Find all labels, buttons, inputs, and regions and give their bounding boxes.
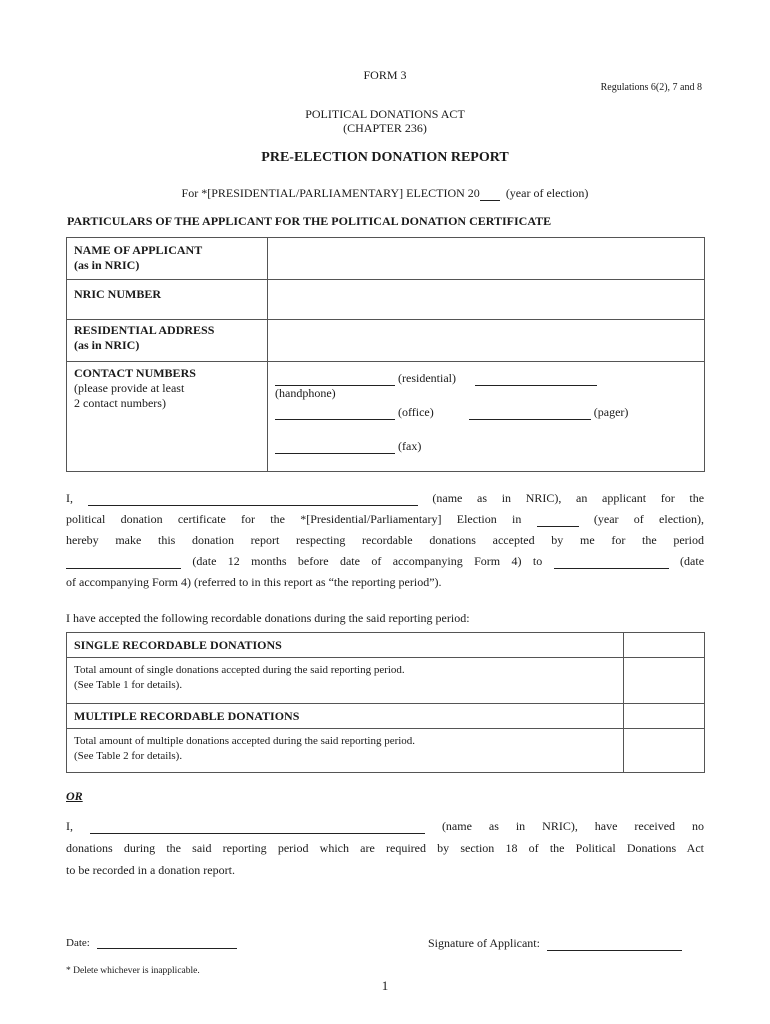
decl-line3: hereby make this donation report respecting recordable donations accepted by me for the period — [66, 533, 704, 547]
declaration-paragraph — [66, 491, 704, 596]
signature-field[interactable] — [547, 950, 682, 951]
handphone-field[interactable] — [475, 385, 597, 386]
name-sub-label: (as in NRIC) — [74, 258, 140, 272]
office-field[interactable] — [275, 419, 395, 420]
single-donations-note: (See Table 1 for details). — [74, 679, 183, 691]
multiple-donations-heading: MULTIPLE RECORDABLE DONATIONS — [74, 709, 300, 723]
signature-row — [428, 936, 682, 951]
decl-line1-start: I, — [66, 491, 73, 505]
signature-label: Signature of Applicant: — [428, 936, 540, 950]
election-line — [0, 186, 770, 201]
act-name: POLITICAL DONATIONS ACT — [305, 107, 465, 121]
fax-label: (fax) — [398, 439, 422, 453]
date-field[interactable] — [97, 948, 237, 949]
address-sub-label: (as in NRIC) — [74, 338, 140, 352]
alt-line1-end: (name as in NRIC), have received no — [441, 819, 705, 833]
decl-line5: of accompanying Form 4) (referred to in this report as “the reporting period”). — [66, 575, 442, 589]
decl-line4-mid: (date 12 months before date of accompanying Form 4) to — [192, 554, 543, 568]
single-donations-heading: SINGLE RECORDABLE DONATIONS — [74, 638, 282, 652]
single-donations-amount-field[interactable] — [624, 658, 705, 704]
contact-label: CONTACT NUMBERS — [74, 366, 196, 380]
office-label: (office) — [398, 405, 434, 419]
decl-period-end-field[interactable] — [554, 568, 669, 569]
alt-line3: to be recorded in a donation report. — [66, 863, 235, 877]
alt-line2: donations during the said reporting period which are required by section 18 of the Political Donations Act — [66, 841, 704, 855]
pager-label: (pager) — [593, 405, 629, 419]
date-row — [66, 937, 237, 949]
decl-line1-end: (name as in NRIC), an applicant for the — [432, 491, 705, 505]
footnote: * Delete whichever is inapplicable. — [66, 966, 200, 976]
donations-table — [66, 632, 705, 773]
election-prefix: For *[PRESIDENTIAL/PARLIAMENTARY] ELECTION 20 — [181, 186, 480, 200]
election-suffix: (year of election) — [505, 186, 589, 200]
name-field[interactable] — [268, 238, 705, 280]
name-label: NAME OF APPLICANT — [74, 243, 203, 257]
election-year-field[interactable] — [480, 200, 500, 201]
multiple-donations-note: (See Table 2 for details). — [74, 750, 183, 762]
residential-label: (residential) — [398, 371, 456, 385]
contact-sub-label-1: (please provide at least — [74, 381, 185, 395]
act-chapter: (CHAPTER 236) — [343, 121, 427, 135]
contact-numbers-cell — [268, 362, 705, 472]
decl-line4-end: (date — [680, 554, 705, 568]
multiple-heading-blank — [624, 704, 705, 729]
date-label: Date: — [66, 937, 90, 949]
decl-name-field[interactable] — [88, 505, 418, 506]
nric-label: NRIC NUMBER — [74, 287, 161, 301]
decl-year-field[interactable] — [537, 526, 579, 527]
page-title: PRE-ELECTION DONATION REPORT — [261, 150, 509, 165]
address-label: RESIDENTIAL ADDRESS — [74, 323, 215, 337]
handphone-label: (handphone) — [275, 386, 336, 400]
particulars-heading: PARTICULARS OF THE APPLICANT FOR THE POLITICAL DONATION CERTIFICATE — [67, 214, 552, 228]
single-donations-text: Total amount of single donations accepted during the said reporting period. — [74, 664, 405, 676]
particulars-table — [66, 237, 705, 472]
or-separator: OR — [66, 789, 83, 803]
pager-field[interactable] — [469, 419, 591, 420]
regulations-ref: Regulations 6(2), 7 and 8 — [600, 82, 702, 93]
nric-field[interactable] — [268, 280, 705, 320]
alt-line1-start: I, — [66, 819, 73, 833]
contact-sub-label-2: 2 contact numbers) — [74, 396, 166, 410]
page-number: 1 — [381, 978, 389, 993]
form-number: FORM 3 — [363, 68, 407, 82]
decl-period-start-field[interactable] — [66, 568, 181, 569]
alt-name-field[interactable] — [90, 833, 425, 834]
no-donations-paragraph — [66, 819, 704, 885]
decl-line2-start: political donation certificate for the *[Presidential/Parliamentary] Election in — [66, 512, 522, 526]
decl-line2-end: (year of election), — [593, 512, 705, 526]
multiple-donations-amount-field[interactable] — [624, 729, 705, 773]
single-heading-blank — [624, 633, 705, 658]
accepted-statement: I have accepted the following recordable donations during the said reporting period: — [66, 611, 470, 625]
fax-field[interactable] — [275, 453, 395, 454]
multiple-donations-text: Total amount of multiple donations accepted during the said reporting period. — [74, 735, 416, 747]
address-field[interactable] — [268, 320, 705, 362]
